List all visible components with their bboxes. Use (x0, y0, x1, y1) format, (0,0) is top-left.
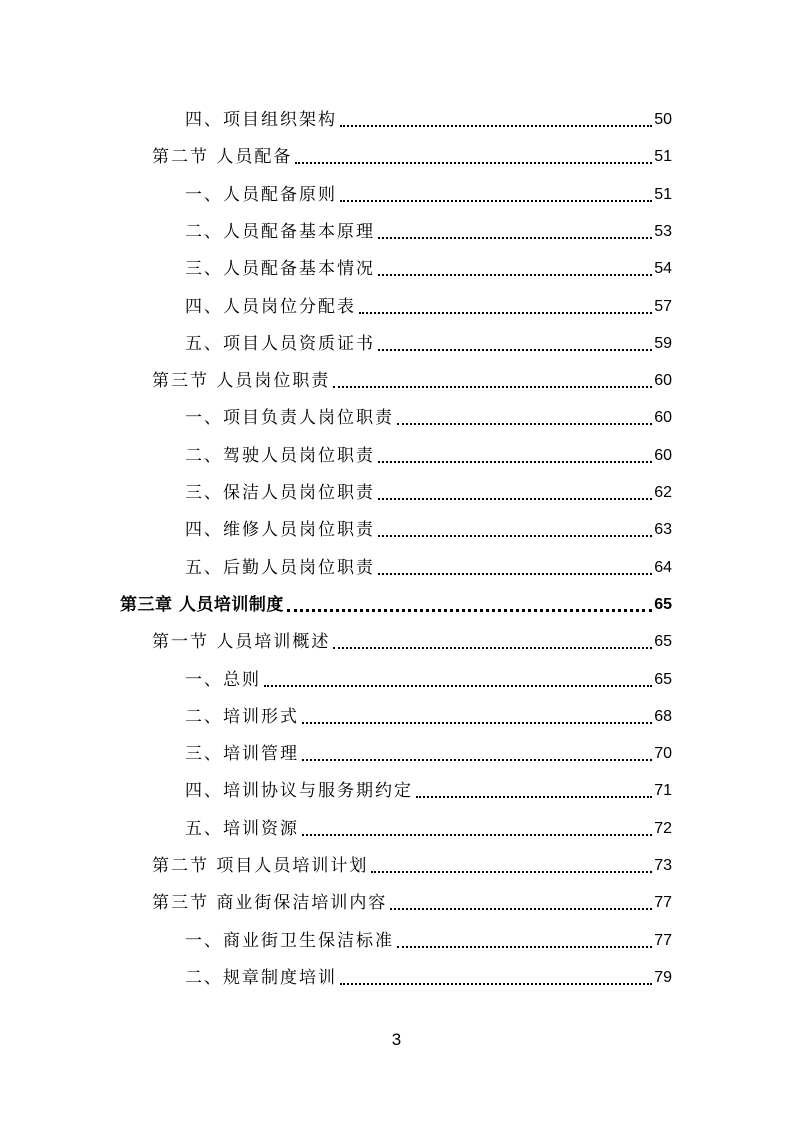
toc-entry[interactable] (185, 815, 672, 843)
toc-entry-title: 五、培训资源 (185, 818, 299, 839)
toc-entry-title: 二、培训形式 (185, 706, 299, 727)
toc-entry-title: 一、商业街卫生保洁标准 (185, 930, 394, 951)
dot-leader (302, 703, 652, 731)
toc-entry[interactable] (185, 740, 672, 768)
toc-entry[interactable] (185, 703, 672, 731)
toc-entry-title: 二、驾驶人员岗位职责 (185, 445, 375, 466)
toc-entry-title: 二、规章制度培训 (185, 967, 337, 988)
toc-entry-title: 五、项目人员资质证书 (185, 333, 375, 354)
toc-entry-title: 三、人员配备基本情况 (185, 259, 375, 280)
toc-entry[interactable] (185, 293, 672, 321)
toc-entry-title: 五、后勤人员岗位职责 (185, 557, 375, 578)
toc-entry[interactable] (152, 143, 672, 171)
toc-entry-page: 71 (654, 782, 672, 800)
dot-leader (264, 666, 652, 694)
toc-entry[interactable] (152, 367, 672, 395)
dot-leader (397, 927, 652, 955)
toc-entry-page: 51 (654, 148, 672, 166)
dot-leader (333, 628, 652, 656)
dot-leader (340, 106, 652, 134)
toc-entry-title: 四、维修人员岗位职责 (185, 520, 375, 541)
dot-leader (359, 293, 652, 321)
toc-entry[interactable] (152, 852, 672, 880)
toc-entry[interactable] (152, 889, 672, 917)
toc-entry[interactable] (185, 218, 672, 246)
toc-entry-page: 70 (654, 745, 672, 763)
dot-leader (340, 181, 652, 209)
toc-entry[interactable] (152, 628, 672, 656)
toc-entry-title: 一、项目负责人岗位职责 (185, 408, 394, 429)
toc-entry-page: 72 (654, 819, 672, 837)
toc-entry-page: 77 (654, 931, 672, 949)
toc-entry-title: 一、总则 (185, 669, 261, 690)
toc-entry-page: 59 (654, 334, 672, 352)
dot-leader (378, 516, 652, 544)
toc-entry-page: 73 (654, 857, 672, 874)
toc-entry-page: 65 (654, 670, 672, 688)
toc-entry-page: 50 (654, 111, 672, 128)
dot-leader (416, 777, 652, 805)
toc-entry-page: 77 (654, 894, 672, 912)
toc-entry-page: 60 (654, 446, 672, 464)
toc-entry[interactable] (185, 964, 672, 992)
toc-entry[interactable] (185, 666, 672, 694)
dot-leader (302, 815, 652, 843)
toc-entry-title: 第二节 项目人员培训计划 (152, 856, 369, 876)
dot-leader (371, 852, 652, 880)
dot-leader (390, 889, 652, 917)
toc-entry-page: 68 (654, 707, 672, 725)
toc-entry-page: 60 (654, 372, 672, 390)
toc-entry-title: 第三节 人员岗位职责 (152, 371, 331, 392)
toc-entry-page: 62 (654, 484, 672, 501)
toc-entry-page: 53 (654, 222, 672, 240)
toc-entry-title: 三、培训管理 (185, 744, 299, 765)
toc-entry-page: 60 (654, 409, 672, 427)
toc-entry-title: 三、保洁人员岗位职责 (185, 483, 375, 503)
toc-entry-page: 65 (654, 633, 672, 651)
toc-entry-page: 79 (654, 968, 672, 986)
toc-entry-title: 第三章 人员培训制度 (120, 594, 284, 615)
dot-leader (333, 367, 652, 395)
dot-leader (302, 740, 652, 768)
toc-entry[interactable] (185, 442, 672, 470)
toc-entry-title: 二、人员配备基本原理 (185, 221, 375, 242)
toc-entry-title: 四、人员岗位分配表 (185, 296, 356, 317)
dot-leader (378, 330, 652, 358)
dot-leader (378, 255, 652, 283)
dot-leader (378, 442, 652, 470)
toc-chapter-entry[interactable] (120, 591, 672, 619)
dot-leader (378, 554, 652, 582)
dot-leader (287, 591, 652, 619)
dot-leader (378, 479, 652, 507)
toc-entry-title: 一、人员配备原则 (185, 184, 337, 205)
toc-entry-page: 64 (654, 558, 672, 576)
toc-entry[interactable] (185, 516, 672, 544)
dot-leader (397, 404, 652, 432)
toc-entry-title: 第二节 人员配备 (152, 147, 293, 168)
toc-entry-page: 65 (654, 595, 672, 613)
toc-entry-page: 51 (654, 185, 672, 203)
toc-entry-page: 54 (654, 260, 672, 278)
toc-entry-title: 四、培训协议与服务期约定 (185, 781, 413, 802)
toc-entry[interactable] (185, 479, 672, 507)
page-number: 3 (391, 1030, 402, 1049)
dot-leader (340, 964, 652, 992)
dot-leader (295, 143, 652, 171)
toc-entry-page: 63 (654, 521, 672, 539)
toc-entry[interactable] (185, 554, 672, 582)
toc-entry[interactable] (185, 106, 672, 134)
toc-entry[interactable] (185, 181, 672, 209)
toc-entry-title: 第一节 人员培训概述 (152, 632, 331, 653)
toc-entry-title: 四、项目组织架构 (185, 110, 337, 130)
toc-entry[interactable] (185, 927, 672, 955)
dot-leader (378, 218, 652, 246)
toc-entry[interactable] (185, 255, 672, 283)
toc-entry[interactable] (185, 330, 672, 358)
toc-entry[interactable] (185, 777, 672, 805)
toc-entry[interactable] (185, 404, 672, 432)
toc-entry-page: 57 (654, 297, 672, 315)
toc-entry-title: 第三节 商业街保洁培训内容 (152, 893, 388, 914)
